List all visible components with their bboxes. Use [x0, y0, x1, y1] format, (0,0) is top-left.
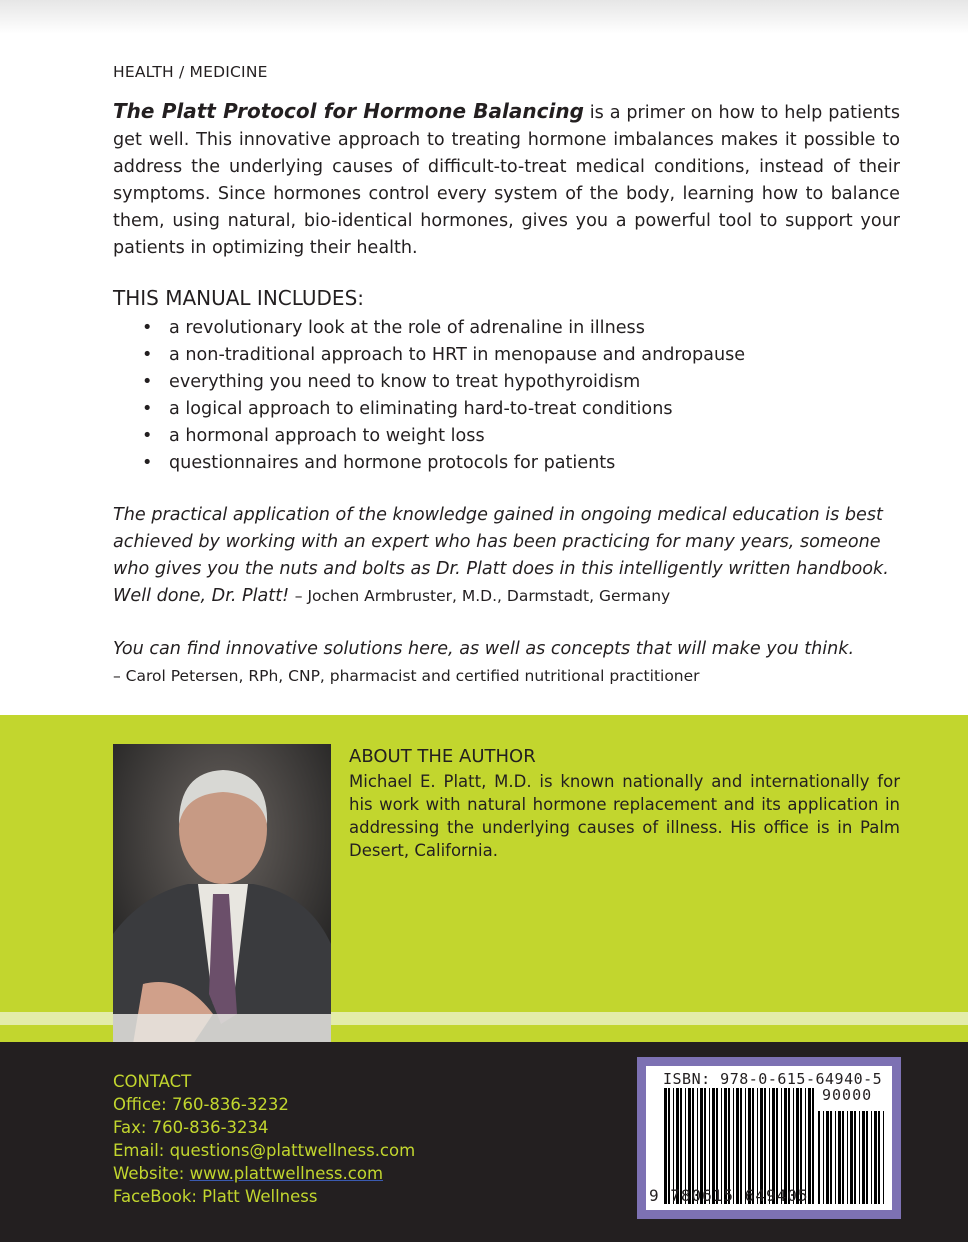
includes-list: [142, 315, 745, 477]
barcode-bar: [874, 1111, 877, 1204]
contact-heading: CONTACT: [113, 1072, 192, 1091]
website-link[interactable]: www.plattwellness.com: [189, 1164, 384, 1183]
author-photo: [113, 744, 331, 1044]
barcode-bar: [862, 1111, 865, 1204]
barcode-bar: [830, 1111, 832, 1204]
quote-attribution: – Jochen Armbruster, M.D., Darmstadt, Germany: [294, 587, 671, 605]
top-shadow: [0, 0, 968, 34]
barcode-bar: [812, 1088, 814, 1204]
barcode-bar: [835, 1111, 836, 1204]
quote-1: [113, 502, 913, 610]
barcode-bar: [871, 1111, 872, 1204]
intro-text: is a primer on how to help patients get well. This innovative approach to treating hormone imbalances makes it possible to address the underlying causes of difficult-to-treat medical conditions, instead of their symptoms. Since hormones control every system of the body, learning how to balance them, using natural, bio-identical hormones, gives you a powerful tool to support your patients in optimizing their health.: [113, 103, 900, 258]
quote-text: You can find innovative solutions here, as well as concepts that will make you think.: [113, 639, 855, 659]
list-item: • a revolutionary look at the role of adrenaline in illness: [142, 315, 745, 342]
barcode-bar: [854, 1111, 856, 1204]
barcode-bar: [818, 1111, 820, 1204]
barcode-bar: [850, 1111, 853, 1204]
isbn-text: ISBN: 978-0-615-64940-5: [663, 1070, 883, 1088]
quote-2: [113, 636, 913, 690]
contact-office: Office: 760-836-3232: [113, 1095, 289, 1114]
quote-attribution: – Carol Petersen, RPh, CNP, pharmacist and certified nutritional practitioner: [113, 667, 700, 685]
includes-heading: THIS MANUAL INCLUDES:: [113, 286, 365, 310]
list-item: • a non-traditional approach to HRT in menopause and andropause: [142, 342, 745, 369]
barcode-bar: [842, 1111, 844, 1204]
barcode-bar: [838, 1111, 841, 1204]
list-item: • questionnaires and hormone protocols for patients: [142, 450, 745, 477]
quote-text: The practical application of the knowledge gained in ongoing medical education is best achieved by working with an expert who has been practicing for many years, someone who gives you the nuts and bolts as Dr. Platt does in this intelligently written handbook. Well done, Dr. Platt!: [113, 505, 889, 606]
list-item: • a hormonal approach to weight loss: [142, 423, 745, 450]
ean-digits: 9 780615 649405: [649, 1186, 809, 1205]
barcode-bar: [878, 1111, 880, 1204]
about-text: Michael E. Platt, M.D. is known nationally and internationally for his work with natural hormone replacement and its application in addressing the underlying causes of illness. His office is in Palm Desert, California.: [349, 772, 900, 860]
barcode-bar: [883, 1111, 884, 1204]
barcode-bar: [859, 1111, 860, 1204]
contact-fax: Fax: 760-836-3234: [113, 1118, 269, 1137]
category-label: HEALTH / MEDICINE: [113, 63, 268, 81]
barcode-bar: [826, 1111, 829, 1204]
contact-website: Website: www.plattwellness.com: [113, 1164, 384, 1183]
barcode: [646, 1066, 892, 1210]
barcode-bar: [847, 1111, 848, 1204]
contact-email: Email: questions@plattwellness.com: [113, 1141, 416, 1160]
addon-code: 90000: [822, 1086, 873, 1104]
list-item: • a logical approach to eliminating hard-to-treat conditions: [142, 396, 745, 423]
intro-paragraph: [113, 98, 900, 262]
barcode-bar: [823, 1111, 824, 1204]
barcode-bar: [866, 1111, 868, 1204]
list-item: • everything you need to know to treat hypothyroidism: [142, 369, 745, 396]
about-heading: ABOUT THE AUTHOR: [349, 746, 536, 767]
barcode-frame: [637, 1057, 901, 1219]
contact-facebook: FaceBook: Platt Wellness: [113, 1187, 318, 1206]
book-title: The Platt Protocol for Hormone Balancing: [113, 99, 584, 123]
contact-block: [113, 1070, 415, 1208]
